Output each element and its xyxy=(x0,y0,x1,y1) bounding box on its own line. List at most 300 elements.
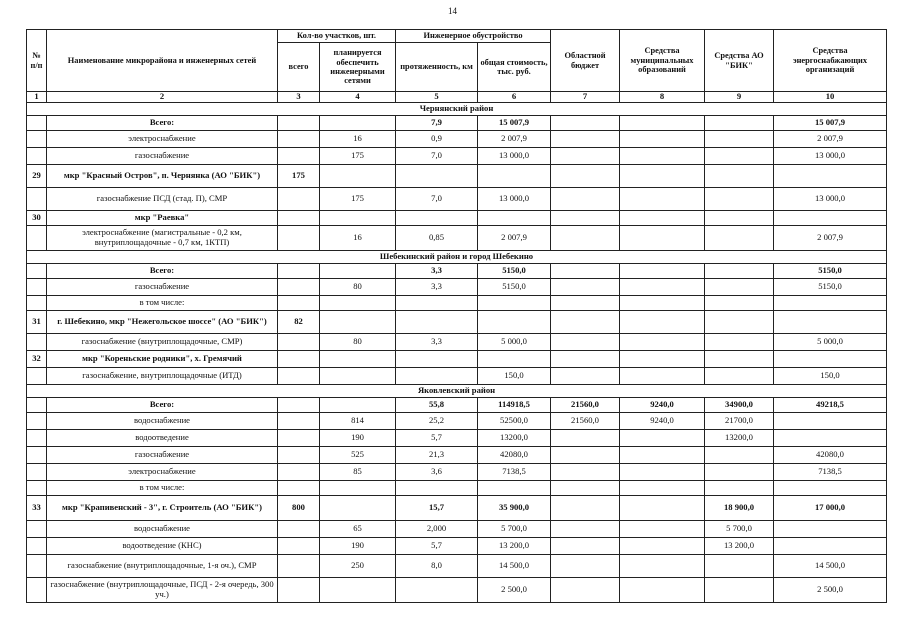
cell-regional xyxy=(551,296,620,311)
cell-regional xyxy=(551,464,620,481)
cell-municipal xyxy=(620,447,705,464)
table-row xyxy=(27,148,887,165)
cell-name: Всего: xyxy=(47,398,278,413)
cell-cost xyxy=(478,211,551,226)
cell-length xyxy=(396,296,478,311)
header-name: Наименование микрорайона и инженерных сетей xyxy=(47,30,278,92)
cell-total xyxy=(278,334,320,351)
table-row xyxy=(27,311,887,334)
cell-energy xyxy=(774,351,887,368)
cell-cost: 5150,0 xyxy=(478,264,551,279)
cell-energy xyxy=(774,538,887,555)
cell-cost: 150,0 xyxy=(478,368,551,385)
cell-no: 33 xyxy=(27,496,47,521)
cell-regional xyxy=(551,211,620,226)
cell-bik xyxy=(705,226,774,251)
column-number: 2 xyxy=(47,92,278,103)
cell-cost: 52500,0 xyxy=(478,413,551,430)
section-title: Чернянский район xyxy=(27,103,887,116)
column-number: 8 xyxy=(620,92,705,103)
cell-bik: 18 900,0 xyxy=(705,496,774,521)
cell-energy: 5150,0 xyxy=(774,264,887,279)
table-row xyxy=(27,578,887,603)
cell-planned xyxy=(320,496,396,521)
table-row xyxy=(27,464,887,481)
cell-bik xyxy=(705,279,774,296)
cell-energy: 17 000,0 xyxy=(774,496,887,521)
header-length: протяженность, км xyxy=(396,43,478,92)
cell-bik xyxy=(705,188,774,211)
table-row xyxy=(27,555,887,578)
cell-energy xyxy=(774,521,887,538)
cell-bik: 13200,0 xyxy=(705,430,774,447)
cell-municipal xyxy=(620,555,705,578)
cell-bik xyxy=(705,165,774,188)
cell-no: 30 xyxy=(27,211,47,226)
table-row xyxy=(27,279,887,296)
cell-length: 2,000 xyxy=(396,521,478,538)
cell-name: электроснабжение xyxy=(47,131,278,148)
cell-name: водоснабжение xyxy=(47,413,278,430)
cell-name: г. Шебекино, мкр "Нежегольское шоссе" (АО "БИК") xyxy=(47,311,278,334)
cell-length xyxy=(396,211,478,226)
cell-energy: 13 000,0 xyxy=(774,148,887,165)
cell-length xyxy=(396,578,478,603)
column-numbers-row xyxy=(27,92,887,103)
cell-planned: 16 xyxy=(320,226,396,251)
cell-municipal xyxy=(620,430,705,447)
table-row xyxy=(27,538,887,555)
cell-planned xyxy=(320,264,396,279)
column-number: 9 xyxy=(705,92,774,103)
cell-no xyxy=(27,578,47,603)
cell-total xyxy=(278,578,320,603)
table-row xyxy=(27,521,887,538)
cell-no xyxy=(27,555,47,578)
cell-regional xyxy=(551,226,620,251)
cell-no: 31 xyxy=(27,311,47,334)
cell-bik: 13 200,0 xyxy=(705,538,774,555)
cell-energy xyxy=(774,296,887,311)
cell-no xyxy=(27,398,47,413)
cell-regional xyxy=(551,279,620,296)
cell-regional xyxy=(551,334,620,351)
cell-energy: 7138,5 xyxy=(774,464,887,481)
cell-cost: 42080,0 xyxy=(478,447,551,464)
cell-name: Всего: xyxy=(47,264,278,279)
cell-name: газоснабжение, внутриплощадочные (ИТД) xyxy=(47,368,278,385)
cell-length: 15,7 xyxy=(396,496,478,521)
cell-name: газоснабжение xyxy=(47,279,278,296)
cell-total xyxy=(278,368,320,385)
cell-cost xyxy=(478,351,551,368)
cell-name: Всего: xyxy=(47,116,278,131)
section-row xyxy=(27,385,887,398)
cell-no xyxy=(27,131,47,148)
section-title: Шебекинский район и город Шебекино xyxy=(27,251,887,264)
cell-name: в том числе: xyxy=(47,481,278,496)
cell-length: 3,3 xyxy=(396,279,478,296)
cell-municipal xyxy=(620,311,705,334)
cell-cost: 35 900,0 xyxy=(478,496,551,521)
cell-planned: 250 xyxy=(320,555,396,578)
cell-length xyxy=(396,481,478,496)
cell-regional xyxy=(551,481,620,496)
cell-bik xyxy=(705,211,774,226)
cell-municipal xyxy=(620,481,705,496)
cell-name: в том числе: xyxy=(47,296,278,311)
cell-length xyxy=(396,351,478,368)
cell-length: 7,0 xyxy=(396,188,478,211)
cell-length xyxy=(396,368,478,385)
cell-no xyxy=(27,521,47,538)
cell-no xyxy=(27,334,47,351)
header-bik: Средства АО "БИК" xyxy=(705,30,774,92)
table-row xyxy=(27,413,887,430)
cell-no: 32 xyxy=(27,351,47,368)
cell-total xyxy=(278,521,320,538)
cell-bik xyxy=(705,578,774,603)
cell-total xyxy=(278,211,320,226)
cell-regional xyxy=(551,368,620,385)
cell-bik xyxy=(705,131,774,148)
cell-total xyxy=(278,430,320,447)
cell-municipal xyxy=(620,116,705,131)
table-row xyxy=(27,226,887,251)
cell-cost: 15 007,9 xyxy=(478,116,551,131)
cell-bik xyxy=(705,351,774,368)
cell-regional xyxy=(551,188,620,211)
section-row xyxy=(27,251,887,264)
cell-name: мкр "Раевка" xyxy=(47,211,278,226)
infrastructure-table xyxy=(26,29,887,603)
cell-bik: 34900,0 xyxy=(705,398,774,413)
cell-name: мкр "Кореньские родники", х. Гремячий xyxy=(47,351,278,368)
cell-municipal xyxy=(620,264,705,279)
cell-regional xyxy=(551,578,620,603)
cell-length: 0,85 xyxy=(396,226,478,251)
cell-name: электроснабжение xyxy=(47,464,278,481)
section-row xyxy=(27,103,887,116)
cell-planned xyxy=(320,296,396,311)
cell-municipal xyxy=(620,165,705,188)
column-number: 4 xyxy=(320,92,396,103)
cell-total xyxy=(278,148,320,165)
cell-no xyxy=(27,464,47,481)
cell-no xyxy=(27,368,47,385)
table-row xyxy=(27,188,887,211)
cell-bik xyxy=(705,481,774,496)
table-row xyxy=(27,116,887,131)
cell-planned: 190 xyxy=(320,430,396,447)
cell-name: водоотведение (КНС) xyxy=(47,538,278,555)
cell-planned xyxy=(320,116,396,131)
cell-energy: 150,0 xyxy=(774,368,887,385)
cell-energy: 2 007,9 xyxy=(774,226,887,251)
cell-no xyxy=(27,296,47,311)
cell-municipal xyxy=(620,351,705,368)
cell-energy xyxy=(774,430,887,447)
cell-cost xyxy=(478,296,551,311)
cell-cost: 13 000,0 xyxy=(478,148,551,165)
cell-planned: 175 xyxy=(320,188,396,211)
cell-energy xyxy=(774,165,887,188)
cell-planned xyxy=(320,351,396,368)
table-row xyxy=(27,296,887,311)
cell-municipal xyxy=(620,496,705,521)
column-number: 1 xyxy=(27,92,47,103)
table-row xyxy=(27,165,887,188)
cell-municipal: 9240,0 xyxy=(620,413,705,430)
cell-municipal xyxy=(620,296,705,311)
cell-planned: 80 xyxy=(320,279,396,296)
cell-no xyxy=(27,538,47,555)
cell-name: газоснабжение (внутриплощадочные, 1-я оч.), СМР xyxy=(47,555,278,578)
cell-total xyxy=(278,464,320,481)
header-group-sites: Кол-во участков, шт. xyxy=(278,30,396,43)
cell-length xyxy=(396,165,478,188)
cell-bik xyxy=(705,148,774,165)
page-number: 14 xyxy=(448,6,457,16)
cell-name: газоснабжение ПСД (стад. П), СМР xyxy=(47,188,278,211)
cell-regional xyxy=(551,521,620,538)
table-row xyxy=(27,496,887,521)
column-number: 7 xyxy=(551,92,620,103)
cell-energy: 14 500,0 xyxy=(774,555,887,578)
cell-cost: 2 007,9 xyxy=(478,226,551,251)
cell-municipal xyxy=(620,211,705,226)
cell-planned: 65 xyxy=(320,521,396,538)
cell-energy: 49218,5 xyxy=(774,398,887,413)
cell-bik xyxy=(705,334,774,351)
cell-no xyxy=(27,279,47,296)
cell-bik xyxy=(705,264,774,279)
cell-planned xyxy=(320,165,396,188)
cell-planned: 80 xyxy=(320,334,396,351)
cell-length: 5,7 xyxy=(396,430,478,447)
header-group-infra: Инженерное обустройство xyxy=(396,30,551,43)
cell-planned: 525 xyxy=(320,447,396,464)
column-number: 5 xyxy=(396,92,478,103)
header-municipal: Средства муниципальных образований xyxy=(620,30,705,92)
cell-planned xyxy=(320,311,396,334)
cell-name: водоотведение xyxy=(47,430,278,447)
cell-planned xyxy=(320,368,396,385)
cell-energy: 42080,0 xyxy=(774,447,887,464)
cell-total xyxy=(278,131,320,148)
cell-planned: 175 xyxy=(320,148,396,165)
cell-regional xyxy=(551,148,620,165)
cell-regional: 21560,0 xyxy=(551,398,620,413)
cell-cost: 14 500,0 xyxy=(478,555,551,578)
cell-no xyxy=(27,116,47,131)
header-planned: планируется обеспечить инженерными сетями xyxy=(320,43,396,92)
cell-bik xyxy=(705,116,774,131)
table-row xyxy=(27,368,887,385)
cell-total xyxy=(278,447,320,464)
cell-total xyxy=(278,264,320,279)
cell-name: электроснабжение (магистральные - 0,2 км, внутриплощадочные - 0,7 км, 1КТП) xyxy=(47,226,278,251)
cell-total xyxy=(278,116,320,131)
cell-cost xyxy=(478,481,551,496)
table-row xyxy=(27,264,887,279)
cell-planned: 190 xyxy=(320,538,396,555)
cell-cost: 2 500,0 xyxy=(478,578,551,603)
cell-length: 5,7 xyxy=(396,538,478,555)
cell-name: мкр "Красный Остров", п. Чернянка (АО "БИК") xyxy=(47,165,278,188)
section-title: Яковлевский район xyxy=(27,385,887,398)
cell-planned xyxy=(320,578,396,603)
cell-bik: 21700,0 xyxy=(705,413,774,430)
header-no: № п/п xyxy=(27,30,47,92)
cell-bik xyxy=(705,555,774,578)
cell-total xyxy=(278,413,320,430)
cell-length: 3,3 xyxy=(396,264,478,279)
cell-energy: 2 007,9 xyxy=(774,131,887,148)
cell-name: газоснабжение (внутриплощадочные, СМР) xyxy=(47,334,278,351)
header-energy: Средства энергоснабжающих организаций xyxy=(774,30,887,92)
cell-length: 8,0 xyxy=(396,555,478,578)
cell-total xyxy=(278,296,320,311)
cell-no xyxy=(27,226,47,251)
cell-municipal xyxy=(620,578,705,603)
cell-regional: 21560,0 xyxy=(551,413,620,430)
cell-regional xyxy=(551,351,620,368)
table-row xyxy=(27,398,887,413)
cell-energy: 5 000,0 xyxy=(774,334,887,351)
cell-cost: 13 000,0 xyxy=(478,188,551,211)
cell-planned xyxy=(320,211,396,226)
cell-bik: 5 700,0 xyxy=(705,521,774,538)
cell-total: 82 xyxy=(278,311,320,334)
cell-cost: 5 700,0 xyxy=(478,521,551,538)
cell-cost: 5 000,0 xyxy=(478,334,551,351)
cell-regional xyxy=(551,311,620,334)
cell-energy xyxy=(774,413,887,430)
cell-regional xyxy=(551,116,620,131)
cell-no xyxy=(27,148,47,165)
table-row xyxy=(27,131,887,148)
cell-regional xyxy=(551,538,620,555)
table-row xyxy=(27,430,887,447)
cell-cost: 5150,0 xyxy=(478,279,551,296)
cell-planned xyxy=(320,398,396,413)
header-regional: Областной бюджет xyxy=(551,30,620,92)
cell-planned: 85 xyxy=(320,464,396,481)
cell-length: 7,0 xyxy=(396,148,478,165)
cell-no xyxy=(27,188,47,211)
table-row xyxy=(27,447,887,464)
cell-municipal xyxy=(620,148,705,165)
cell-length: 7,9 xyxy=(396,116,478,131)
cell-municipal xyxy=(620,334,705,351)
cell-municipal xyxy=(620,188,705,211)
cell-cost: 7138,5 xyxy=(478,464,551,481)
cell-bik xyxy=(705,447,774,464)
table-row xyxy=(27,211,887,226)
cell-cost: 2 007,9 xyxy=(478,131,551,148)
cell-municipal xyxy=(620,464,705,481)
cell-total xyxy=(278,555,320,578)
cell-cost: 114918,5 xyxy=(478,398,551,413)
cell-regional xyxy=(551,555,620,578)
cell-municipal: 9240,0 xyxy=(620,398,705,413)
cell-planned xyxy=(320,481,396,496)
cell-planned: 16 xyxy=(320,131,396,148)
cell-energy: 15 007,9 xyxy=(774,116,887,131)
cell-length xyxy=(396,311,478,334)
cell-no xyxy=(27,430,47,447)
cell-total xyxy=(278,351,320,368)
cell-regional xyxy=(551,264,620,279)
cell-regional xyxy=(551,165,620,188)
cell-municipal xyxy=(620,226,705,251)
column-number: 3 xyxy=(278,92,320,103)
cell-bik xyxy=(705,296,774,311)
cell-planned: 814 xyxy=(320,413,396,430)
cell-regional xyxy=(551,131,620,148)
header-total: всего xyxy=(278,43,320,92)
cell-total xyxy=(278,188,320,211)
cell-energy xyxy=(774,211,887,226)
cell-name: газоснабжение (внутриплощадочные, ПСД - 2-я очередь, 300 уч.) xyxy=(47,578,278,603)
table-row xyxy=(27,481,887,496)
cell-name: газоснабжение xyxy=(47,447,278,464)
cell-no xyxy=(27,481,47,496)
cell-length: 55,8 xyxy=(396,398,478,413)
cell-cost xyxy=(478,165,551,188)
cell-energy xyxy=(774,311,887,334)
cell-total: 175 xyxy=(278,165,320,188)
cell-municipal xyxy=(620,521,705,538)
column-number: 6 xyxy=(478,92,551,103)
table-row xyxy=(27,334,887,351)
table-row xyxy=(27,351,887,368)
cell-total xyxy=(278,398,320,413)
cell-bik xyxy=(705,311,774,334)
cell-length: 3,6 xyxy=(396,464,478,481)
cell-cost: 13200,0 xyxy=(478,430,551,447)
cell-name: газоснабжение xyxy=(47,148,278,165)
cell-name: мкр "Крапивенский - 3", г. Строитель (АО "БИК") xyxy=(47,496,278,521)
cell-name: водоснабжение xyxy=(47,521,278,538)
cell-length: 3,3 xyxy=(396,334,478,351)
header-cost: общая стоимость, тыс. руб. xyxy=(478,43,551,92)
cell-total xyxy=(278,538,320,555)
cell-length: 25,2 xyxy=(396,413,478,430)
cell-municipal xyxy=(620,368,705,385)
cell-municipal xyxy=(620,279,705,296)
cell-no xyxy=(27,264,47,279)
cell-cost: 13 200,0 xyxy=(478,538,551,555)
cell-energy xyxy=(774,481,887,496)
cell-energy: 13 000,0 xyxy=(774,188,887,211)
cell-regional xyxy=(551,496,620,521)
cell-total: 800 xyxy=(278,496,320,521)
cell-energy: 5150,0 xyxy=(774,279,887,296)
cell-bik xyxy=(705,464,774,481)
cell-no xyxy=(27,447,47,464)
cell-length: 0,9 xyxy=(396,131,478,148)
cell-energy: 2 500,0 xyxy=(774,578,887,603)
cell-total xyxy=(278,226,320,251)
cell-cost xyxy=(478,311,551,334)
cell-total xyxy=(278,279,320,296)
table-body xyxy=(27,103,887,603)
column-number: 10 xyxy=(774,92,887,103)
cell-regional xyxy=(551,447,620,464)
cell-municipal xyxy=(620,131,705,148)
